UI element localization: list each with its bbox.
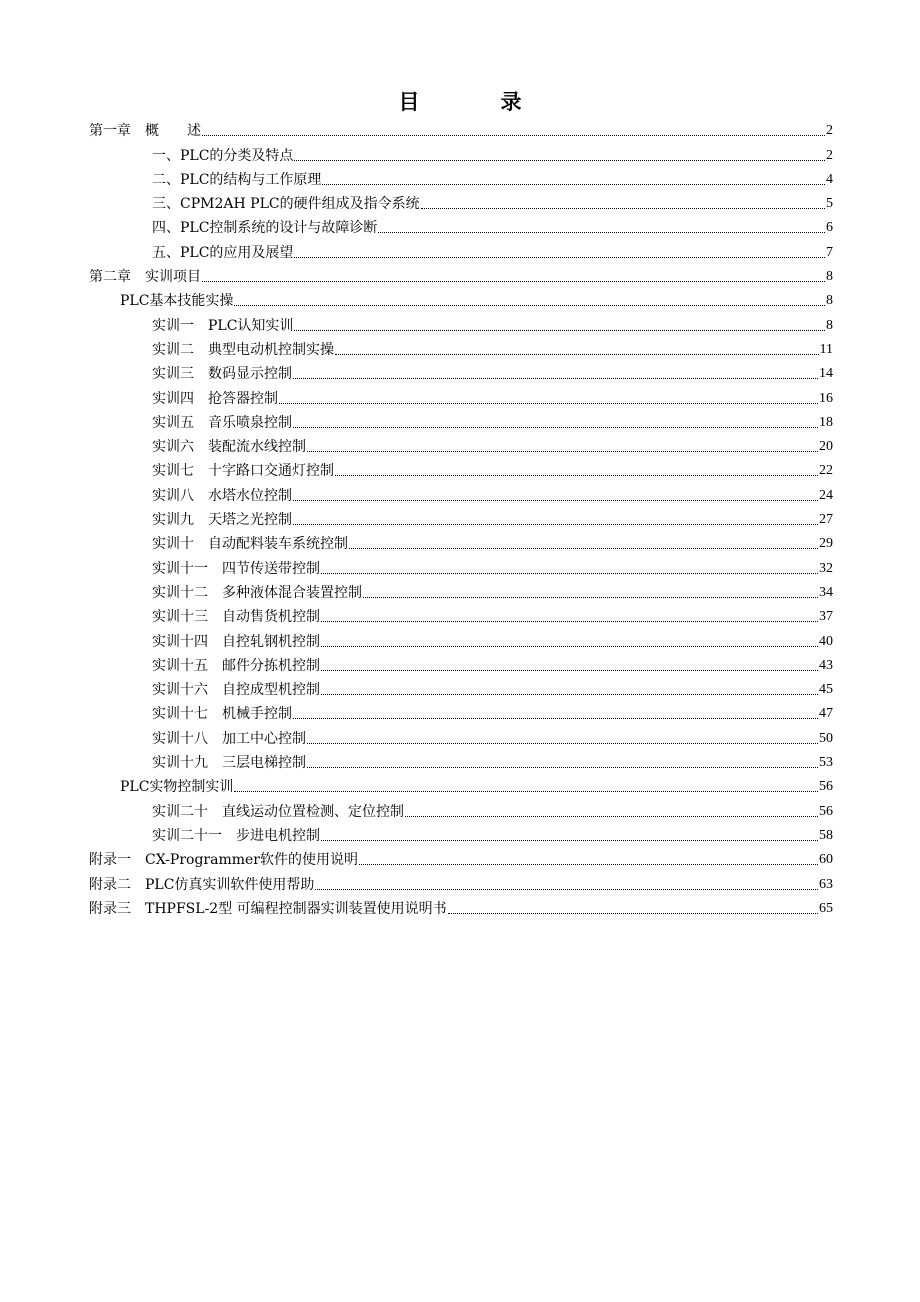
toc-entry[interactable] <box>89 262 833 286</box>
toc-entry-label: 实训六 装配流水线控制 <box>152 439 306 456</box>
toc-entry[interactable] <box>89 529 833 553</box>
dot-leader <box>378 231 825 233</box>
toc-entry[interactable] <box>89 286 833 310</box>
toc-entry-page-number: 53 <box>819 755 833 771</box>
dot-leader <box>359 863 818 865</box>
toc-entry-label: 实训十七 机械手控制 <box>152 706 292 723</box>
toc-entry-page-number: 37 <box>819 609 833 625</box>
dot-leader <box>448 912 818 914</box>
dot-leader <box>335 474 818 476</box>
toc-entry-page-number: 32 <box>819 560 833 576</box>
dot-leader <box>321 669 818 671</box>
toc-entry-label: 第二章 实训项目 <box>89 269 201 286</box>
toc-entry-label: 第一章 概 述 <box>89 123 201 140</box>
toc-entry-page-number: 14 <box>819 366 833 382</box>
toc-entry-page-number: 58 <box>819 827 833 843</box>
toc-entry-page-number: 6 <box>826 220 833 236</box>
toc-entry[interactable] <box>89 310 833 334</box>
toc-entry[interactable] <box>89 408 833 432</box>
toc-entry-page-number: 45 <box>819 682 833 698</box>
toc-entry[interactable] <box>89 602 833 626</box>
toc-entry-label: 实训十 自动配料装车系统控制 <box>152 536 348 553</box>
toc-entry-page-number: 5 <box>826 196 833 212</box>
toc-entry[interactable] <box>89 189 833 213</box>
toc-entry-label: 三、CPM2AH PLC的硬件组成及指令系统 <box>152 196 420 213</box>
toc-entry-label: 实训三 数码显示控制 <box>152 366 292 383</box>
toc-entry-label: 实训五 音乐喷泉控制 <box>152 414 292 431</box>
toc-entry-label: 五、PLC的应用及展望 <box>152 244 294 261</box>
toc-entry[interactable] <box>89 383 833 407</box>
toc-entry-page-number: 27 <box>819 512 833 528</box>
toc-entry[interactable] <box>89 335 833 359</box>
toc-entry-page-number: 40 <box>819 633 833 649</box>
toc-entry[interactable] <box>89 432 833 456</box>
toc-entry-label: 附录三 THPFSL-2型 可编程控制器实训装置使用说明书 <box>89 900 447 917</box>
dot-leader <box>349 547 818 549</box>
toc-entry[interactable] <box>89 748 833 772</box>
dot-leader <box>293 426 818 428</box>
toc-entry-label: 附录一 CX-Programmer软件的使用说明 <box>89 852 358 869</box>
dot-leader <box>202 134 825 136</box>
toc-entry-page-number: 8 <box>826 269 833 285</box>
toc-entry-label: 实训十九 三层电梯控制 <box>152 755 306 772</box>
dot-leader <box>293 717 818 719</box>
toc-entry-label: 实训十六 自控成型机控制 <box>152 682 320 699</box>
toc-entry-label: 实训十一 四节传送带控制 <box>152 560 320 577</box>
toc-entry[interactable] <box>89 237 833 261</box>
toc-entry[interactable] <box>89 869 833 893</box>
toc-entry-label: 二、PLC的结构与工作原理 <box>152 171 322 188</box>
toc-entry-page-number: 65 <box>819 900 833 916</box>
dot-leader <box>234 304 825 306</box>
toc-title: 目 录 <box>398 89 552 114</box>
dot-leader <box>321 620 818 622</box>
dot-leader <box>363 596 818 598</box>
dot-leader <box>307 742 818 744</box>
dot-leader <box>234 790 818 792</box>
toc-entry[interactable] <box>89 116 833 140</box>
dot-leader <box>315 888 818 890</box>
toc-entry[interactable] <box>89 845 833 869</box>
dot-leader <box>294 159 825 161</box>
toc-entry-label: 实训七 十字路口交通灯控制 <box>152 463 334 480</box>
dot-leader <box>322 183 825 185</box>
toc-entry[interactable] <box>89 723 833 747</box>
toc-entry[interactable] <box>89 772 833 796</box>
dot-leader <box>279 402 818 404</box>
dot-leader <box>293 377 818 379</box>
table-of-contents <box>89 116 833 918</box>
toc-entry[interactable] <box>89 213 833 237</box>
dot-leader <box>293 499 818 501</box>
toc-entry-page-number: 7 <box>826 244 833 260</box>
toc-entry-page-number: 29 <box>819 536 833 552</box>
toc-entry-label: 实训一 PLC认知实训 <box>152 317 294 334</box>
toc-entry[interactable] <box>89 821 833 845</box>
toc-entry-page-number: 8 <box>826 293 833 309</box>
toc-entry[interactable] <box>89 626 833 650</box>
toc-entry[interactable] <box>89 456 833 480</box>
dot-leader <box>307 766 818 768</box>
toc-entry[interactable] <box>89 165 833 189</box>
toc-entry[interactable] <box>89 675 833 699</box>
toc-entry-page-number: 16 <box>819 390 833 406</box>
toc-entry-label: 实训十八 加工中心控制 <box>152 730 306 747</box>
toc-entry-page-number: 24 <box>819 487 833 503</box>
dot-leader <box>335 353 819 355</box>
toc-entry[interactable] <box>89 651 833 675</box>
dot-leader <box>421 207 825 209</box>
toc-entry-label: 实训二十一 步进电机控制 <box>152 827 320 844</box>
toc-entry-label: PLC基本技能实操 <box>120 293 234 310</box>
toc-entry-label: 实训八 水塔水位控制 <box>152 487 292 504</box>
toc-entry-label: 实训十二 多种液体混合装置控制 <box>152 584 362 601</box>
toc-entry-label: 附录二 PLC仿真实训软件使用帮助 <box>89 876 315 893</box>
toc-entry-page-number: 43 <box>819 657 833 673</box>
toc-entry-label: 实训二 典型电动机控制实操 <box>152 341 334 358</box>
toc-entry-page-number: 60 <box>819 852 833 868</box>
dot-leader <box>294 256 825 258</box>
toc-entry-page-number: 34 <box>819 584 833 600</box>
toc-entry-label: 一、PLC的分类及特点 <box>152 147 294 164</box>
toc-entry-page-number: 56 <box>819 803 833 819</box>
toc-entry-label: 四、PLC控制系统的设计与故障诊断 <box>152 220 378 237</box>
toc-entry-page-number: 22 <box>819 463 833 479</box>
toc-entry[interactable] <box>89 140 833 164</box>
toc-entry-label: 实训十三 自动售货机控制 <box>152 609 320 626</box>
dot-leader <box>307 450 818 452</box>
toc-entry[interactable] <box>89 359 833 383</box>
toc-entry[interactable] <box>89 553 833 577</box>
toc-entry[interactable] <box>89 480 833 504</box>
toc-entry-label: 实训十五 邮件分拣机控制 <box>152 657 320 674</box>
toc-entry[interactable] <box>89 699 833 723</box>
dot-leader <box>321 693 818 695</box>
dot-leader <box>405 815 818 817</box>
toc-entry-page-number: 50 <box>819 730 833 746</box>
toc-entry-page-number: 20 <box>819 439 833 455</box>
toc-entry[interactable] <box>89 894 833 918</box>
toc-entry-page-number: 47 <box>819 706 833 722</box>
toc-entry-page-number: 2 <box>826 123 833 139</box>
dot-leader <box>321 645 818 647</box>
dot-leader <box>294 329 825 331</box>
toc-entry-label: 实训二十 直线运动位置检测、定位控制 <box>152 803 404 820</box>
toc-entry-page-number: 18 <box>819 414 833 430</box>
toc-entry-page-number: 4 <box>826 171 833 187</box>
toc-entry[interactable] <box>89 505 833 529</box>
dot-leader <box>321 572 818 574</box>
toc-entry-label: PLC实物控制实训 <box>120 779 234 796</box>
toc-entry-page-number: 11 <box>819 341 833 357</box>
toc-entry-label: 实训十四 自控轧钢机控制 <box>152 633 320 650</box>
toc-entry[interactable] <box>89 796 833 820</box>
dot-leader <box>321 839 818 841</box>
dot-leader <box>202 280 825 282</box>
toc-entry[interactable] <box>89 578 833 602</box>
dot-leader <box>293 523 818 525</box>
toc-entry-label: 实训四 抢答器控制 <box>152 390 278 407</box>
toc-entry-label: 实训九 天塔之光控制 <box>152 512 292 529</box>
toc-entry-page-number: 2 <box>826 147 833 163</box>
toc-entry-page-number: 63 <box>819 876 833 892</box>
toc-entry-page-number: 8 <box>826 317 833 333</box>
toc-entry-page-number: 56 <box>819 779 833 795</box>
